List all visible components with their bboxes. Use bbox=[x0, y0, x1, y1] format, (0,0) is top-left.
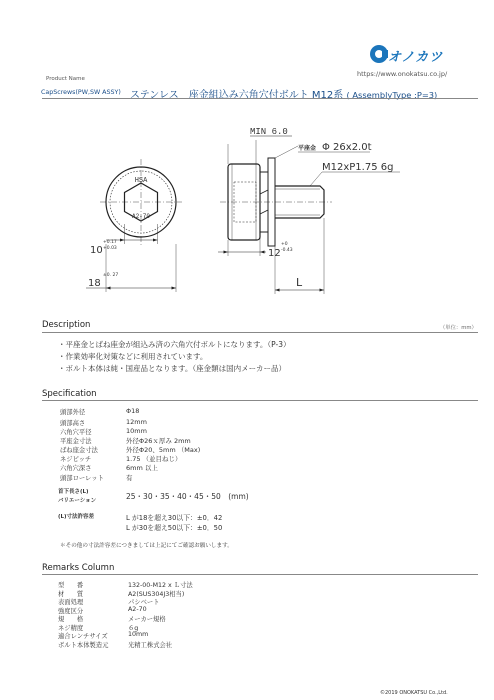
spec-value: 6mm 以上 bbox=[126, 464, 158, 472]
spec-value: 外径Φ20、5mm （Max) bbox=[126, 446, 201, 454]
spec-value: 12mm bbox=[126, 418, 147, 426]
remarks-divider bbox=[42, 574, 478, 575]
spec-value: 10mm bbox=[126, 427, 147, 435]
description-line: ・ボルト本体は純・国産品となります。（座金類は国内メーカー品） bbox=[58, 364, 286, 373]
company-logo-text: オノカツ bbox=[388, 50, 444, 65]
technical-drawing bbox=[70, 124, 430, 304]
remark-key: 強度区分 bbox=[58, 608, 84, 615]
remark-value: ６g bbox=[128, 625, 139, 632]
product-name-label: Product Name bbox=[46, 76, 85, 82]
head-mark-2: A2-70 bbox=[131, 213, 151, 220]
dim-L: L bbox=[296, 276, 303, 289]
spec-value: 外径Φ26ｘ厚み 2mm bbox=[126, 437, 191, 445]
spec-value: 有 bbox=[126, 474, 133, 482]
tolerance-line: L が30を超え50以下：±0．50 bbox=[126, 524, 223, 532]
remark-key: 適合レンチサイズ bbox=[58, 633, 108, 640]
remark-value: メーカー規格 bbox=[128, 616, 166, 623]
spec-key: 六角穴深さ bbox=[60, 465, 92, 472]
spec-value: 1.75 （並目ねじ） bbox=[126, 455, 182, 463]
product-name: CapScrews(PW,SW ASSY) bbox=[41, 89, 121, 96]
dim-12: 12 bbox=[268, 248, 281, 259]
length-key-1: 首下長さ(L) bbox=[58, 489, 89, 495]
remark-key: 規 格 bbox=[58, 616, 84, 623]
remark-value: パシベート bbox=[128, 599, 160, 606]
tolerance-note: ＊その他の寸法許容差につきましては上記にてご確認お願いします。 bbox=[60, 543, 233, 549]
spec-key: ばね座金寸法 bbox=[60, 447, 98, 454]
specification-heading: Specification bbox=[42, 389, 97, 399]
description-line: ・作業効率化対策などに利用されています。 bbox=[58, 352, 208, 361]
unit-note: （単位：mm） bbox=[440, 325, 477, 331]
remark-value: A2(SUS304J3相当) bbox=[128, 591, 185, 598]
product-title-main: ステンレス 座金組込み六角穴付ボルト M12系 bbox=[130, 90, 344, 101]
remark-key: 表面処理 bbox=[58, 599, 84, 606]
dim-10-tol-upper: +0.17 bbox=[103, 240, 117, 245]
remark-value: 132-00-M12 x Ｌ寸法 bbox=[128, 582, 193, 589]
tolerance-key: (L)寸法許容差 bbox=[58, 514, 95, 520]
copyright: ©2019 ONOKATSU Co.,Ltd. bbox=[380, 690, 448, 696]
description-line: ・平座金とばね座金が組込み済の六角穴付ボルトになります。（P-3） bbox=[58, 340, 291, 349]
spec-key: 頭部ローレット bbox=[60, 475, 104, 482]
spec-value: Φ18 bbox=[126, 407, 140, 415]
header-divider bbox=[42, 98, 478, 99]
remarks-heading: Remarks Column bbox=[42, 563, 115, 573]
spec-key: 頭部高さ bbox=[60, 420, 86, 427]
spec-key: 平座金寸法 bbox=[60, 438, 92, 445]
description-divider bbox=[42, 332, 478, 333]
length-key-2: バリエーション bbox=[58, 498, 97, 504]
dim-12-tol-lower: -0.43 bbox=[281, 248, 293, 253]
remark-value: A2-70 bbox=[128, 606, 147, 613]
dim-18-tol: ±0. 27 bbox=[103, 273, 119, 278]
tolerance-line: L が18を超え30以下：±0．42 bbox=[126, 514, 223, 522]
washer-label: 平座金 bbox=[298, 145, 317, 152]
length-variations: 25・30・35・40・45・50 (mm) bbox=[126, 492, 249, 501]
specification-divider bbox=[42, 400, 478, 401]
dim-12-tol-upper: +0 bbox=[281, 242, 288, 247]
remark-key: ネジ精度 bbox=[58, 625, 84, 632]
product-title-suffix: ( AssemblyType :P=3) bbox=[346, 90, 438, 100]
remark-value: 光精工株式会社 bbox=[128, 642, 173, 649]
head-mark-1: HSA bbox=[134, 177, 148, 185]
bolt-side-view bbox=[218, 127, 400, 294]
company-url[interactable]: https://www.onokatsu.co.jp/ bbox=[357, 70, 448, 78]
spec-key: 六角穴平径 bbox=[60, 429, 92, 436]
remark-key: 材 質 bbox=[58, 591, 84, 598]
spec-key: 頭部外径 bbox=[60, 409, 86, 416]
remark-key: 型 番 bbox=[58, 582, 84, 589]
remark-value: 10mm bbox=[128, 631, 149, 638]
dim-10-tol-lower: +0.03 bbox=[103, 246, 117, 251]
thread-label: M12xP1.75 6g bbox=[322, 162, 394, 173]
spec-key: ネジピッチ bbox=[60, 456, 92, 463]
washer-size: Φ 26x2.0t bbox=[322, 142, 372, 153]
dim-min-depth: MIN 6.0 bbox=[250, 127, 288, 137]
remark-key: ボルト本体製造元 bbox=[58, 642, 109, 649]
dim-10: 10 bbox=[90, 245, 103, 256]
description-heading: Description bbox=[42, 320, 91, 330]
dim-18: 18 bbox=[88, 278, 101, 289]
head-top-view bbox=[86, 159, 182, 292]
